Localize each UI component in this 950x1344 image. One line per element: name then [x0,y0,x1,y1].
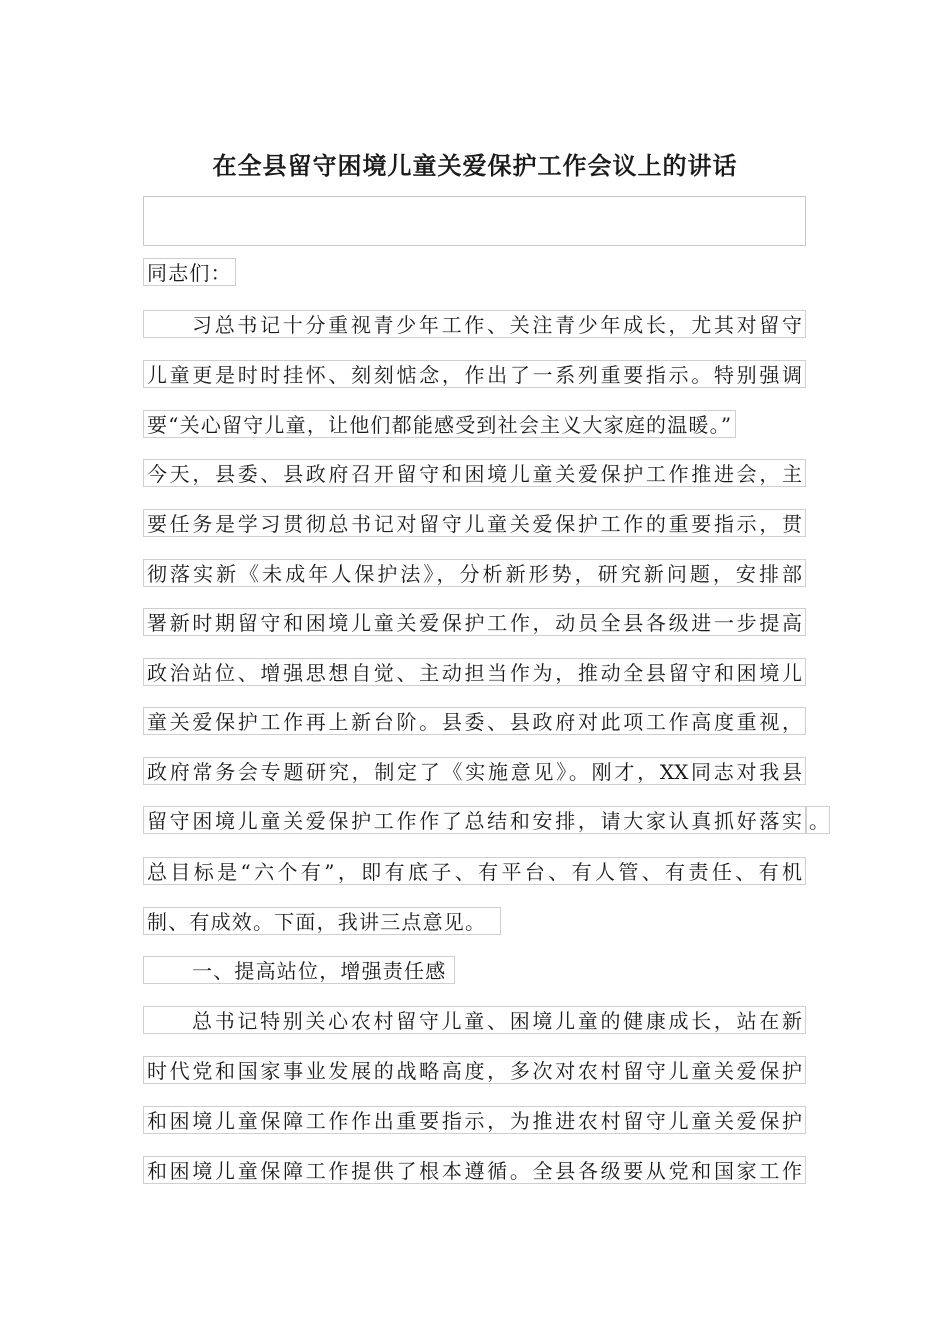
paragraph-line: 政府常务会专题研究，制定了《实施意见》。刚才，XX同志对我县 [143,757,806,785]
overflow-punctuation: 。 [806,806,830,834]
greeting: 同志们： [143,258,236,286]
paragraph-line: 要任务是学习贯彻总书记对留守儿童关爱保护工作的重要指示，贯 [143,509,806,537]
paragraph-line: 时代党和国家事业发展的战略高度，多次对农村留守儿童关爱保护 [143,1056,806,1084]
paragraph-line: 今天，县委、县政府召开留守和困境儿童关爱保护工作推进会，主 [143,459,806,487]
section-heading: 一、提高站位，增强责任感 [143,956,455,984]
paragraph-line: 署新时期留守和困境儿童关爱保护工作，动员全县各级进一步提高 [143,608,806,636]
document-title: 在全县留守困境儿童关爱保护工作会议上的讲话 [212,151,738,180]
paragraph-line: 彻落实新《未成年人保护法》，分析新形势，研究新问题，安排部 [143,559,806,587]
paragraph-line: 总书记特别关心农村留守儿童、困境儿童的健康成长，站在新 [143,1006,806,1034]
paragraph-line: 和困境儿童保障工作提供了根本遵循。全县各级要从党和国家工作 [143,1156,806,1184]
paragraph-line: 留守困境儿童关爱保护工作作了总结和安排，请大家认真抓好落实 [143,806,806,834]
paragraph-line: 政治站位、增强思想自觉、主动担当作为，推动全县留守和困境儿 [143,658,806,686]
paragraph-line: 要“关心留守儿童，让他们都能感受到社会主义大家庭的温暖。” [143,410,736,438]
paragraph-line: 习总书记十分重视青少年工作、关注青少年成长，尤其对留守 [143,310,806,338]
paragraph-line: 总目标是“六个有”，即有底子、有平台、有人管、有责任、有机 [143,857,806,885]
subtitle-box [143,196,806,246]
paragraph-line: 制、有成效。下面，我讲三点意见。 [143,907,501,935]
paragraph-line: 童关爱保护工作再上新台阶。县委、县政府对此项工作高度重视， [143,707,806,735]
paragraph-line: 儿童更是时时挂怀、刻刻惦念，作出了一系列重要指示。特别强调 [143,360,806,388]
paragraph-line: 和困境儿童保障工作作出重要指示，为推进农村留守儿童关爱保护 [143,1106,806,1134]
